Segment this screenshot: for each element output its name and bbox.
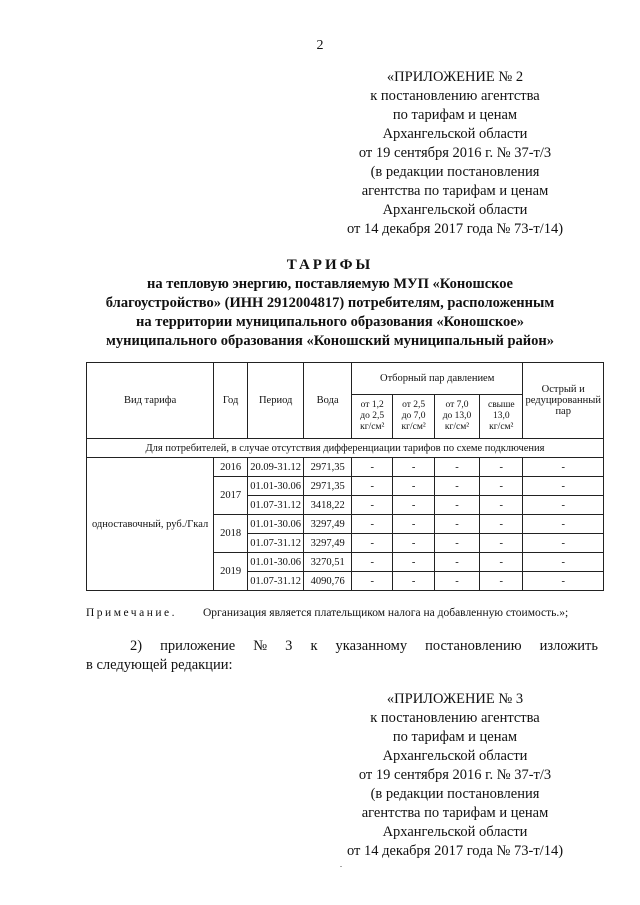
dash-cell: - <box>393 515 434 534</box>
paragraph-line: в следующей редакции: <box>86 657 233 673</box>
water-cell: 4090,76 <box>304 572 352 591</box>
appendix-line: по тарифам и ценам <box>392 107 518 123</box>
water-cell: 3270,51 <box>304 553 352 572</box>
dash-cell: - <box>434 496 479 515</box>
header-acute-steam: Острый и редуцированный пар <box>523 363 604 439</box>
pressure-text: кг/см² <box>401 422 426 432</box>
paragraph-word: к <box>310 638 318 654</box>
dash-cell: - <box>434 553 479 572</box>
dash-cell: - <box>480 496 523 515</box>
dash-cell: - <box>393 553 434 572</box>
appendix-line: агентства по тарифам и ценам <box>361 183 549 199</box>
appendix-line: Архангельской области <box>382 202 528 218</box>
pressure-text: от 7,0 <box>445 400 469 410</box>
appendix-line: от 19 сентября 2016 г. № 37-т/3 <box>358 145 552 161</box>
dash-cell: - <box>480 572 523 591</box>
dash-cell: - <box>523 534 604 553</box>
dash-cell: - <box>434 477 479 496</box>
dash-cell: - <box>351 515 392 534</box>
dash-cell: - <box>434 534 479 553</box>
dash-cell: - <box>480 534 523 553</box>
paragraph-word: приложение <box>160 638 236 654</box>
title-line: муниципального образования «Коношский муниципальный район» <box>105 333 554 349</box>
dash-cell: - <box>480 553 523 572</box>
period-cell: 01.07-31.12 <box>248 534 304 553</box>
paragraph-word: постановлению <box>425 638 522 654</box>
dash-cell: - <box>523 515 604 534</box>
dash-cell: - <box>351 553 392 572</box>
paragraph-word: № <box>253 638 268 654</box>
appendix-line: Архангельской области <box>382 126 528 142</box>
pressure-text: до 2,5 <box>360 411 385 421</box>
dash-cell: - <box>523 496 604 515</box>
period-cell: 01.07-31.12 <box>248 496 304 515</box>
header-year: Год <box>214 363 248 439</box>
header-water: Вода <box>304 363 352 439</box>
water-cell: 2971,35 <box>304 458 352 477</box>
dash-cell: - <box>480 515 523 534</box>
dash-cell: - <box>480 477 523 496</box>
year-cell: 2019 <box>214 553 248 591</box>
header-pressure-2 <box>393 395 434 439</box>
dash-cell: - <box>351 477 392 496</box>
dash-cell: - <box>393 496 434 515</box>
appendix-line: от 14 декабря 2017 года № 73-т/14) <box>346 221 564 237</box>
header-steam: Отборный пар давлением <box>351 363 522 395</box>
note-label: Примечание. <box>86 607 177 619</box>
appendix-line: к постановлению агентства <box>370 88 540 104</box>
appendix-line: (в редакции постановления <box>370 786 540 802</box>
dash-cell: - <box>351 496 392 515</box>
pressure-text: до 7,0 <box>401 411 426 421</box>
footer-dot: . <box>340 860 342 869</box>
pressure-text: свыше <box>487 400 515 410</box>
appendix-line: (в редакции постановления <box>370 164 540 180</box>
appendix-line: от 14 декабря 2017 года № 73-т/14) <box>346 843 564 859</box>
dash-cell: - <box>393 477 434 496</box>
dash-cell: - <box>523 553 604 572</box>
pressure-text: до 13,0 <box>442 411 472 421</box>
page-number: 2 <box>316 38 324 53</box>
dash-cell: - <box>434 515 479 534</box>
appendix-line: к постановлению агентства <box>370 710 540 726</box>
dash-cell: - <box>480 458 523 477</box>
appendix-line: «ПРИЛОЖЕНИЕ № 2 <box>386 69 524 85</box>
tariff-table <box>86 362 604 591</box>
dash-cell: - <box>523 477 604 496</box>
paragraph-line <box>86 637 598 656</box>
dash-cell: - <box>393 572 434 591</box>
pressure-text: от 1,2 <box>360 400 384 410</box>
header-tariff-type: Вид тарифа <box>87 363 214 439</box>
period-cell: 01.01-30.06 <box>248 515 304 534</box>
pressure-text: кг/см² <box>489 422 514 432</box>
title-line: благоустройство» (ИНН 2912004817) потребителям, расположенным <box>105 295 555 311</box>
year-cell: 2018 <box>214 515 248 553</box>
pressure-text: кг/см² <box>444 422 470 432</box>
year-cell: 2017 <box>214 477 248 515</box>
title-line: на территории муниципального образования «Коношское» <box>135 314 524 330</box>
note-text: Организация является плательщиком налога на добавленную стоимость.»; <box>202 607 569 619</box>
document-title <box>60 256 600 351</box>
amendment-paragraph <box>86 637 598 675</box>
year-cell: 2016 <box>214 458 248 477</box>
water-cell: 2971,35 <box>304 477 352 496</box>
pressure-text: от 2,5 <box>402 400 426 410</box>
group-row: Для потребителей, в случае отсутствия дифференциации тарифов по схеме подключения <box>87 439 604 458</box>
dash-cell: - <box>523 458 604 477</box>
appendix-line: агентства по тарифам и ценам <box>361 805 549 821</box>
appendix-line: Архангельской области <box>382 748 528 764</box>
appendix-3-header <box>320 690 590 861</box>
period-cell: 01.01-30.06 <box>248 477 304 496</box>
dash-cell: - <box>434 458 479 477</box>
header-pressure-3 <box>434 395 479 439</box>
header-pressure-4 <box>480 395 523 439</box>
paragraph-word: 2) <box>130 638 143 654</box>
paragraph-word: указанному <box>335 638 408 654</box>
appendix-line: Архангельской области <box>382 824 528 840</box>
title-word: ТАРИФЫ <box>286 257 374 273</box>
appendix-line: по тарифам и ценам <box>392 729 518 745</box>
water-cell: 3418,22 <box>304 496 352 515</box>
dash-cell: - <box>351 534 392 553</box>
header-period: Период <box>248 363 304 439</box>
title-line: на тепловую энергию, поставляемую МУП «Коношское <box>147 276 513 292</box>
dash-cell: - <box>523 572 604 591</box>
period-cell: 01.07-31.12 <box>248 572 304 591</box>
dash-cell: - <box>351 458 392 477</box>
appendix-2-header <box>320 68 590 239</box>
dash-cell: - <box>434 572 479 591</box>
water-cell: 3297,49 <box>304 534 352 553</box>
pressure-text: 13,0 <box>492 411 510 421</box>
pressure-text: кг/см² <box>360 422 385 432</box>
paragraph-word: 3 <box>285 638 293 654</box>
paragraph-word: изложить <box>539 638 598 654</box>
table-note <box>86 607 568 619</box>
table-row <box>87 458 604 477</box>
period-cell: 20.09-31.12 <box>248 458 304 477</box>
dash-cell: - <box>393 458 434 477</box>
header-pressure-1 <box>351 395 392 439</box>
appendix-line: от 19 сентября 2016 г. № 37-т/3 <box>358 767 552 783</box>
dash-cell: - <box>393 534 434 553</box>
tariff-name-cell: одноставочный, руб./Гкал <box>87 458 214 591</box>
dash-cell: - <box>351 572 392 591</box>
appendix-line: «ПРИЛОЖЕНИЕ № 3 <box>386 691 524 707</box>
period-cell: 01.01-30.06 <box>248 553 304 572</box>
water-cell: 3297,49 <box>304 515 352 534</box>
